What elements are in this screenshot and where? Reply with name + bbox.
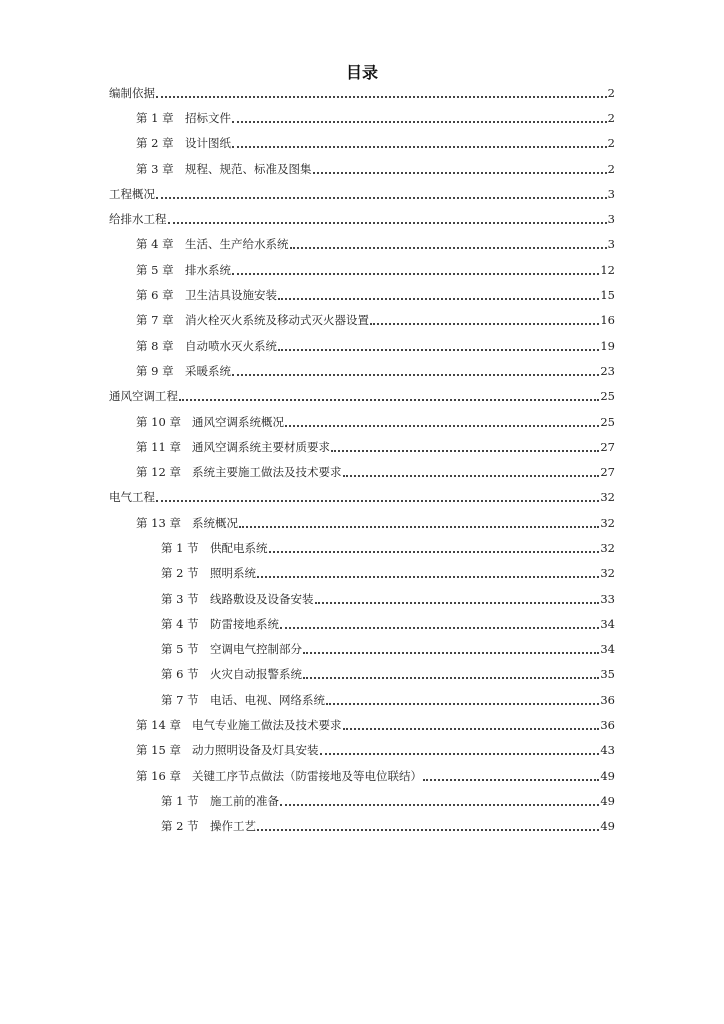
dot-leader — [290, 237, 607, 251]
toc-entry[interactable] — [109, 308, 615, 333]
dot-leader — [320, 743, 600, 757]
toc-entry-title: 关键工序节点做法（防雷接地及等电位联结） — [192, 768, 422, 783]
toc-entry-title: 给排水工程 — [109, 212, 167, 227]
toc-entry-label: 第 5 节 — [161, 642, 199, 657]
toc-entry-label: 第 12 章 — [136, 465, 181, 480]
toc-entry-page: 15 — [600, 288, 615, 303]
dot-leader — [313, 162, 607, 176]
toc-entry-title: 消火栓灭火系统及移动式灭火器设置 — [185, 313, 369, 328]
toc-entry-page: 25 — [600, 389, 615, 404]
toc-entry[interactable] — [109, 358, 615, 383]
toc-entry-title: 线路敷设及设备安装 — [210, 591, 314, 606]
toc-entry[interactable] — [109, 282, 615, 307]
dot-leader — [370, 313, 599, 327]
toc-entry-label: 第 7 节 — [161, 692, 199, 707]
toc-entry-label: 第 2 节 — [161, 819, 199, 834]
dot-leader — [239, 516, 599, 530]
toc-entry-title: 施工前的准备 — [210, 793, 279, 808]
toc-entry-page: 2 — [607, 136, 615, 151]
toc-entry-title: 电气工程 — [109, 490, 155, 505]
toc-entry[interactable] — [109, 814, 615, 839]
toc-entry[interactable] — [109, 232, 615, 257]
dot-leader — [303, 667, 599, 681]
toc-entry-title: 操作工艺 — [210, 819, 256, 834]
toc-entry-page: 32 — [600, 566, 615, 581]
toc-entry-title: 系统主要施工做法及技术要求 — [192, 465, 342, 480]
toc-entry-label: 第 9 章 — [136, 363, 174, 378]
toc-entry-label: 第 6 节 — [161, 667, 199, 682]
dot-leader — [232, 136, 607, 150]
toc-entry-page: 49 — [600, 768, 615, 783]
toc-entry[interactable] — [109, 485, 615, 510]
toc-entry-label: 第 8 章 — [136, 338, 174, 353]
dot-leader — [232, 111, 607, 125]
toc-entry-page: 2 — [607, 161, 615, 176]
table-of-contents — [109, 80, 615, 839]
toc-entry-title: 空调电气控制部分 — [210, 642, 302, 657]
toc-entry-label: 第 2 节 — [161, 566, 199, 581]
dot-leader — [156, 490, 599, 504]
toc-entry[interactable] — [109, 535, 615, 560]
toc-entry-page: 27 — [600, 465, 615, 480]
toc-entry-label: 第 3 节 — [161, 591, 199, 606]
toc-entry-title: 动力照明设备及灯具安装 — [192, 743, 319, 758]
toc-entry-page: 36 — [600, 692, 615, 707]
toc-entry-page: 49 — [600, 793, 615, 808]
dot-leader — [303, 642, 599, 656]
dot-leader — [423, 769, 599, 783]
toc-entry-title: 通风空调工程 — [109, 389, 178, 404]
toc-entry[interactable] — [109, 738, 615, 763]
toc-entry-title: 编制依据 — [109, 85, 155, 100]
toc-entry-page: 27 — [600, 439, 615, 454]
toc-entry[interactable] — [109, 80, 615, 105]
toc-entry-page: 34 — [600, 642, 615, 657]
dot-leader — [179, 389, 599, 403]
toc-entry-label: 第 4 节 — [161, 616, 199, 631]
toc-entry-page: 2 — [607, 85, 615, 100]
toc-entry-page: 23 — [600, 363, 615, 378]
toc-entry[interactable] — [109, 712, 615, 737]
dot-leader — [232, 263, 599, 277]
toc-entry-title: 电话、电视、网络系统 — [210, 692, 325, 707]
toc-entry-label: 第 11 章 — [136, 439, 181, 454]
toc-entry-title: 系统概况 — [192, 515, 238, 530]
toc-entry-page: 43 — [600, 743, 615, 758]
toc-entry-page: 3 — [607, 237, 615, 252]
toc-entry-title: 防雷接地系统 — [210, 616, 279, 631]
toc-entry-title: 自动喷水灭火系统 — [185, 338, 277, 353]
toc-entry-page: 32 — [600, 515, 615, 530]
dot-leader — [269, 541, 600, 555]
toc-entry-label: 第 15 章 — [136, 743, 181, 758]
dot-leader — [278, 288, 599, 302]
toc-entry[interactable] — [109, 586, 615, 611]
dot-leader — [343, 718, 600, 732]
dot-leader — [257, 566, 599, 580]
toc-entry-page: 25 — [600, 414, 615, 429]
toc-entry-title: 通风空调系统主要材质要求 — [192, 439, 330, 454]
dot-leader — [326, 693, 599, 707]
toc-entry-title: 采暖系统 — [185, 363, 231, 378]
toc-entry[interactable] — [109, 637, 615, 662]
toc-entry-label: 第 5 章 — [136, 262, 174, 277]
toc-entry-label: 第 10 章 — [136, 414, 181, 429]
toc-entry[interactable] — [109, 333, 615, 358]
toc-entry[interactable] — [109, 181, 615, 206]
toc-entry-title: 招标文件 — [185, 110, 231, 125]
dot-leader — [280, 617, 599, 631]
dot-leader — [343, 465, 600, 479]
toc-entry[interactable] — [109, 384, 615, 409]
toc-entry-page: 3 — [607, 212, 615, 227]
toc-entry[interactable] — [109, 206, 615, 231]
toc-entry[interactable] — [109, 459, 615, 484]
toc-entry-page: 32 — [600, 540, 615, 555]
toc-entry-title: 设计图纸 — [185, 136, 231, 151]
toc-entry[interactable] — [109, 611, 615, 636]
toc-entry[interactable] — [109, 510, 615, 535]
toc-entry-page: 16 — [600, 313, 615, 328]
dot-leader — [232, 364, 599, 378]
dot-leader — [315, 592, 600, 606]
toc-entry-label: 第 4 章 — [136, 237, 174, 252]
dot-leader — [280, 794, 599, 808]
dot-leader — [156, 187, 607, 201]
toc-entry-label: 第 13 章 — [136, 515, 181, 530]
toc-entry-label: 第 3 章 — [136, 161, 174, 176]
toc-entry-label: 第 7 章 — [136, 313, 174, 328]
dot-leader — [257, 819, 599, 833]
toc-entry-title: 电气专业施工做法及技术要求 — [192, 718, 342, 733]
toc-entry-label: 第 16 章 — [136, 768, 181, 783]
toc-entry[interactable] — [109, 561, 615, 586]
toc-entry[interactable] — [109, 687, 615, 712]
dot-leader — [168, 212, 607, 226]
toc-entry-page: 3 — [607, 186, 615, 201]
toc-entry-label: 第 14 章 — [136, 718, 181, 733]
toc-entry[interactable] — [109, 763, 615, 788]
dot-leader — [285, 415, 599, 429]
toc-entry-page: 33 — [600, 591, 615, 606]
toc-entry-label: 第 1 节 — [161, 540, 199, 555]
toc-entry-title: 火灾自动报警系统 — [210, 667, 302, 682]
toc-entry-title: 生活、生产给水系统 — [185, 237, 289, 252]
toc-entry-page: 34 — [600, 616, 615, 631]
toc-entry-page: 12 — [600, 262, 615, 277]
toc-entry-title: 工程概况 — [109, 186, 155, 201]
toc-entry-page: 2 — [607, 110, 615, 125]
toc-entry-page: 32 — [600, 490, 615, 505]
toc-entry-title: 规程、规范、标准及图集 — [185, 161, 312, 176]
toc-entry[interactable] — [109, 788, 615, 813]
toc-entry-label: 第 1 节 — [161, 793, 199, 808]
toc-entry-page: 19 — [600, 338, 615, 353]
page-title: 目录 — [345, 63, 378, 82]
toc-entry-page: 49 — [600, 819, 615, 834]
dot-leader — [278, 339, 599, 353]
dot-leader — [156, 86, 607, 100]
toc-entry-title: 通风空调系统概况 — [192, 414, 284, 429]
toc-entry[interactable] — [109, 156, 615, 181]
toc-entry[interactable] — [109, 105, 615, 130]
toc-entry[interactable] — [109, 434, 615, 459]
toc-entry-title: 卫生洁具设施安装 — [185, 288, 277, 303]
toc-entry-label: 第 2 章 — [136, 136, 174, 151]
toc-entry-title: 排水系统 — [185, 262, 231, 277]
toc-entry-label: 第 1 章 — [136, 110, 174, 125]
toc-entry[interactable] — [109, 257, 615, 282]
toc-entry[interactable] — [109, 409, 615, 434]
toc-entry-page: 35 — [600, 667, 615, 682]
toc-entry-page: 36 — [600, 718, 615, 733]
toc-entry[interactable] — [109, 662, 615, 687]
toc-entry-label: 第 6 章 — [136, 288, 174, 303]
toc-entry[interactable] — [109, 131, 615, 156]
toc-entry-title: 供配电系统 — [210, 540, 268, 555]
dot-leader — [331, 440, 599, 454]
toc-entry-title: 照明系统 — [210, 566, 256, 581]
